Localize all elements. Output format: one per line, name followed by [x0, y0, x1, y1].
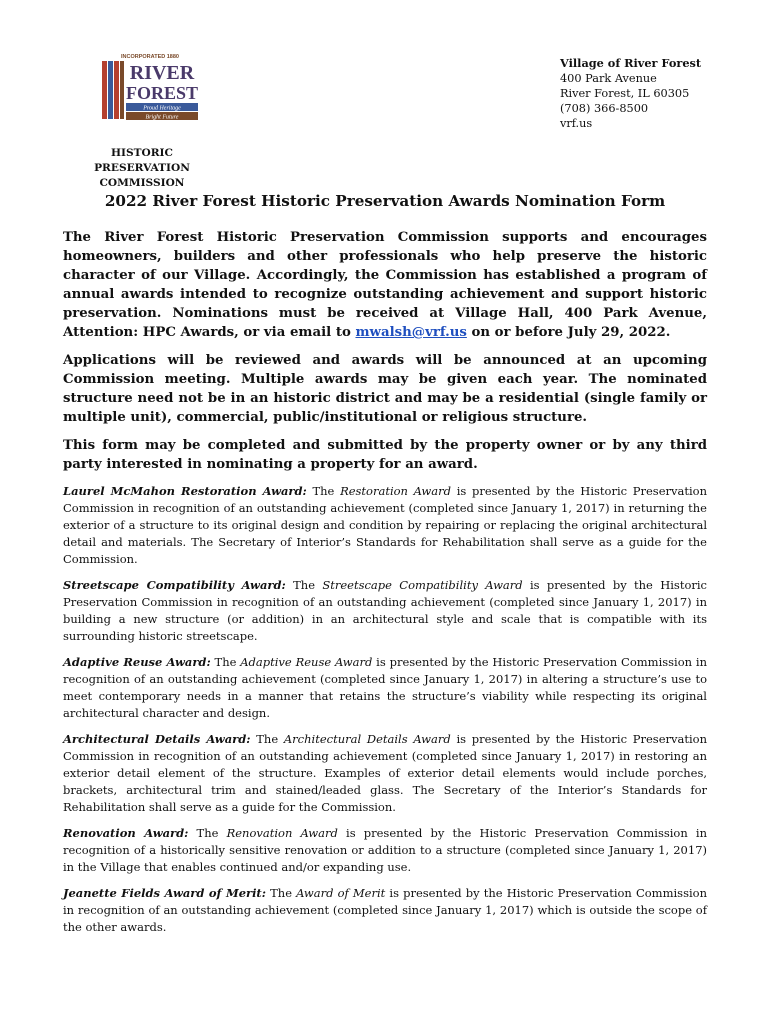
award-merit	[63, 885, 707, 936]
award-title: Adaptive Reuse Award	[240, 655, 373, 669]
award-pre: The	[266, 886, 297, 900]
award-description: is presented by the Historic Preservation Commission in recognition of an outstanding achievement (completed since January 1, 2017) in returning the exterior of a structure to its original design and condition by repairing or replacing the original architectural detail and materials. The Secretary of Interior’s Standards for Rehabilitation shall serve as a guide for the Commission.	[63, 484, 707, 566]
award-pre: The	[250, 732, 284, 746]
main-content	[63, 228, 707, 945]
website: vrf.us	[560, 117, 593, 130]
logo-tagline-2: Bright Future	[145, 114, 179, 121]
commission-label	[66, 146, 218, 191]
award-streetscape	[63, 577, 707, 645]
commission-line-2: COMMISSION	[99, 177, 185, 189]
award-name: Renovation Award:	[63, 826, 189, 840]
logo-tagline-1: Proud Heritage	[143, 105, 181, 112]
award-pre: The	[210, 655, 241, 669]
logo-graphic	[100, 52, 200, 124]
phone-number: (708) 366-8500	[560, 102, 649, 115]
award-title: Architectural Details Award	[283, 732, 451, 746]
award-pre: The	[306, 484, 341, 498]
award-description: is presented by the Historic Preservation Commission in recognition of an outstanding achievement (completed since January 1, 2017) which is outside the scope of the other awards.	[63, 886, 707, 934]
intro-paragraph-3: This form may be completed and submitted by the property owner or by any third party interested in nominating a property for an award.	[63, 438, 707, 472]
award-renovation	[63, 825, 707, 876]
intro-paragraph-2: Applications will be reviewed and awards will be announced at an upcoming Commission meeting. Multiple awards may be given each year. The nominated structure need not be in an historic district and may be a residential (single family or multiple unit), commercial, public/institutional or religious structure.	[63, 353, 707, 425]
logo-forest: FOREST	[125, 83, 199, 103]
award-description: is presented by the Historic Preservation Commission in recognition of an outstanding achievement (completed since January 1, 2017) in restoring an exterior detail element of the structure. Examples of exterior detail elements would include porches, brackets, architectural trim and stained/leaded glass. The Secretary of the Interior’s Standards for Rehabilitation shall serve as a guide for the Commission.	[63, 732, 707, 814]
award-name: Architectural Details Award:	[63, 732, 251, 746]
award-title: Renovation Award	[226, 826, 338, 840]
award-name: Streetscape Compatibility Award:	[63, 578, 286, 592]
village-logo	[100, 52, 200, 124]
award-name: Laurel McMahon Restoration Award:	[63, 484, 307, 498]
award-architectural-details	[63, 731, 707, 816]
address-block	[560, 56, 701, 131]
logo-incorporated: INCORPORATED 1880	[121, 54, 179, 60]
village-name: Village of River Forest	[560, 56, 702, 70]
award-pre: The	[188, 826, 227, 840]
award-description: is presented by the Historic Preservation Commission in recognition of a historically sensitive renovation or addition to a structure (completed since January 1, 2017) in the Village that enables continued and/or expanding use.	[63, 826, 707, 874]
award-title: Restoration Award	[340, 484, 451, 498]
award-name: Jeanette Fields Award of Merit:	[63, 886, 266, 900]
award-pre: The	[285, 578, 323, 592]
intro-paragraph-1	[63, 228, 707, 342]
page-title: 2022 River Forest Historic Preservation Awards Nomination Form	[104, 192, 666, 210]
logo-river: RIVER	[129, 62, 195, 84]
city-state-zip: River Forest, IL 60305	[560, 87, 690, 100]
award-description: is presented by the Historic Preservation Commission in recognition of an outstanding achievement (completed since January 1, 2017) in altering a structure’s use to meet contemporary needs in a manner that retains the structure’s viability while respecting its original architectural character and design.	[63, 655, 707, 720]
award-description: is presented by the Historic Preservation Commission in recognition of an outstanding achievement (completed since January 1, 2017) in building a new structure (or addition) in an architectural style and scale that is compatible with its surrounding historic streetscape.	[63, 578, 707, 643]
award-restoration	[63, 483, 707, 568]
intro-p1-end: on or before July 29, 2022.	[466, 325, 671, 340]
email-link[interactable]: mwalsh@vrf.us	[355, 325, 467, 340]
award-adaptive-reuse	[63, 654, 707, 722]
street-address: 400 Park Avenue	[560, 72, 657, 85]
award-title: Award of Merit	[296, 886, 386, 900]
intro-p1-text: The River Forest Historic Preservation Commission supports and encourages homeowners, builders and other professionals who help preserve the historic character of our Village. Accordingly, the Commission has established a program of annual awards intended to recognize outstanding achievement and support historic preservation. Nominations must be received at Village Hall, 400 Park Avenue, Attention: HPC Awards, or via email to	[63, 230, 707, 340]
award-name: Adaptive Reuse Award:	[63, 655, 211, 669]
award-title: Streetscape Compatibility Award	[322, 578, 523, 592]
commission-line-1: HISTORIC PRESERVATION	[94, 147, 190, 174]
